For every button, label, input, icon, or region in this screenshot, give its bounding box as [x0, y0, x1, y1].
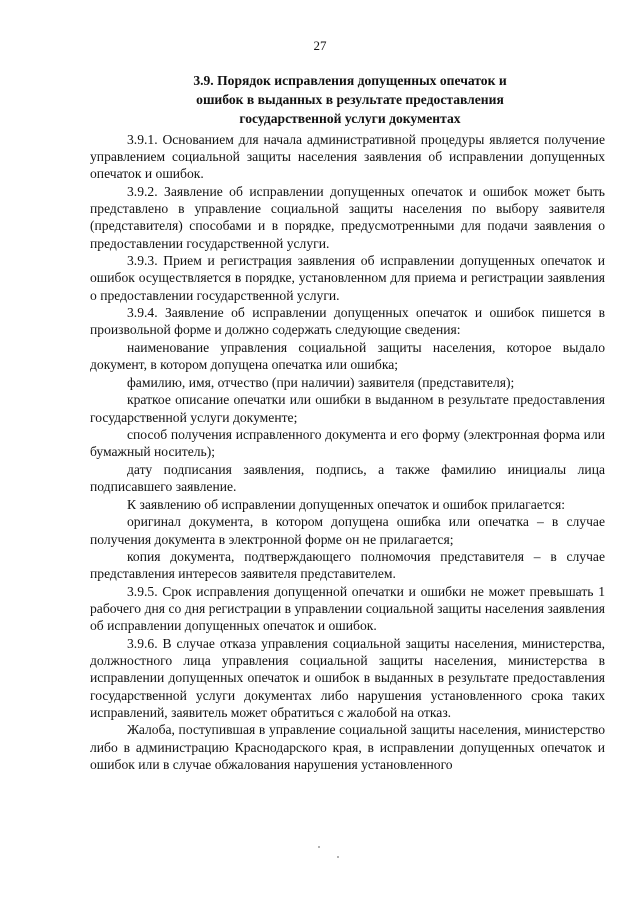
list-item: оригинал документа, в котором допущена ошибка или опечатка – в случае получения документа в электронной форме он не прилагается;: [90, 514, 605, 547]
heading-line: ошибок в выданных в результате предоставления: [196, 92, 504, 107]
heading-line: государственной услуги документах: [239, 111, 461, 126]
paragraph: 3.9.4. Заявление об исправлении допущенных опечаток и ошибок пишется в произвольной форме и должно содержать следующие сведения:: [90, 305, 605, 338]
paragraph: 3.9.3. Прием и регистрация заявления об исправлении допущенных опечаток и ошибок осуществляется в порядке, установленном для приема и регистрации заявления о предоставлении государственной услуги.: [90, 253, 605, 303]
list-item: копия документа, подтверждающего полномочия представителя – в случае представления интересов заявителя представителем.: [90, 549, 605, 582]
list-item: способ получения исправленного документа и его форму (электронная форма или бумажный носитель);: [90, 427, 605, 460]
paragraph: Жалоба, поступившая в управление социальной защиты населения, министерство либо в администрацию Краснодарского края, в исправлении допущенных опечаток и ошибок или в случае обжалования нарушения установленного: [90, 722, 605, 772]
section-body: [90, 131, 605, 773]
scan-speck: [318, 846, 320, 848]
list-item: наименование управления социальной защиты населения, которое выдало документ, в котором допущена опечатка или ошибка;: [90, 340, 605, 373]
paragraph: 3.9.2. Заявление об исправлении допущенных опечаток и ошибок может быть представлено в управление социальной защиты населения по выбору заявителя (представителя) способами и в порядке, предусмотренными для подачи заявления о предоставлении государственной услуги.: [90, 184, 605, 251]
paragraph: 3.9.5. Срок исправления допущенной опечатки и ошибки не может превышать 1 рабочего дня со дня регистрации в управлении социальной защиты населения заявления об исправлении допущенных опечаток и ошибок.: [90, 583, 605, 634]
list-item: фамилию, имя, отчество (при наличии) заявителя (представителя);: [127, 374, 515, 390]
paragraph: 3.9.1. Основанием для начала административной процедуры является получение управлением социальной защиты населения заявления об исправлении допущенных опечаток и ошибок.: [90, 132, 605, 182]
list-item: краткое описание опечатки или ошибки в выданном в результате предоставления государственной услуги документе;: [90, 392, 605, 425]
list-item: дату подписания заявления, подпись, а также фамилию инициалы лица подписавшего заявление.: [90, 461, 605, 495]
heading-line: 3.9. Порядок исправления допущенных опечаток и: [193, 73, 507, 88]
section-heading: [150, 71, 550, 128]
paragraph: К заявлению об исправлении допущенных опечаток и ошибок прилагается:: [127, 496, 565, 512]
scan-speck: [337, 856, 339, 858]
page-number: 27: [313, 38, 327, 53]
paragraph: 3.9.6. В случае отказа управления социальной защиты населения, министерства, должностного лица управления социальной защиты населения, министерства в исправлении допущенных опечаток и ошибок в выданных в результате предоставления государственной услуги документах либо нарушения установленного срока таких исправлений, заявитель может обратиться с жалобой на отказ.: [90, 635, 605, 720]
